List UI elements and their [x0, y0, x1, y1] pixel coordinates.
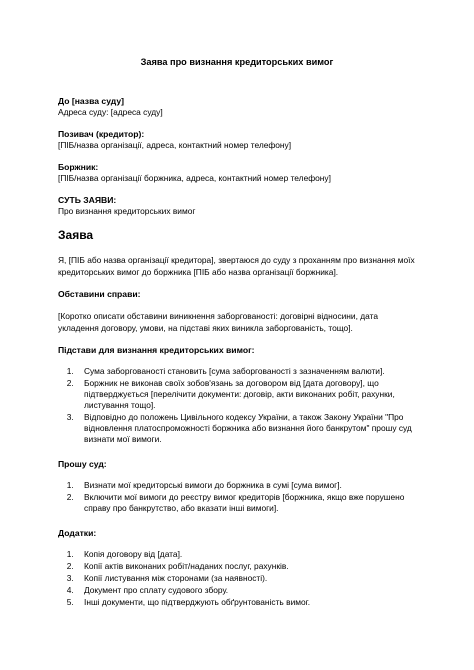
list-item: 1. Сума заборгованості становить [сума заборгованості з зазначенням валюти]. [76, 366, 416, 377]
list-item: 2. Копії актів виконаних робіт/наданих послуг, рахунків. [76, 561, 416, 572]
list-item: 1. Визнати мої кредиторські вимоги до боржника в сумі [сума вимог]. [76, 480, 416, 491]
attachments-heading: Додатки: [58, 528, 97, 538]
list-item: 4. Документ про сплату судового збору. [76, 585, 416, 596]
plaintiff-label: Позивач (кредитор): [58, 129, 145, 139]
court-address: Адреса суду: [адреса суду] [58, 107, 163, 117]
debtor-details: [ПІБ/назва організації боржника, адреса, контактний номер телефону] [58, 173, 331, 183]
plaintiff-block [58, 129, 416, 151]
list-item: 3. Відповідно до положень Цивільного кодексу України, а також Закону України "Про відновлення платоспроможності боржника або визнання його банкрутом" прошу суд визнати мої вимоги. [76, 412, 416, 445]
request-list [58, 480, 416, 514]
debtor-block [58, 162, 416, 184]
essence-text: Про визнання кредиторських вимог [58, 206, 196, 216]
request-heading: Прошу суд: [58, 459, 107, 469]
court-block [58, 96, 416, 118]
circumstances-text: [Коротко описати обставини виникнення заборгованості: договірні відносини, дата укладення договору, умови, на підставі яких виникла заборгованість, тощо]. [58, 311, 379, 333]
court-label: До [назва суду] [58, 96, 124, 106]
grounds-heading: Підстави для визнання кредиторських вимог: [58, 345, 255, 355]
list-item: 1. Копія договору від [дата]. [76, 549, 416, 560]
statement-text: Я, [ПІБ або назва організації кредитора], звертаюся до суду з проханням про визнання моїх кредиторських вимог до боржника [ПІБ або назва організації боржника]. [58, 255, 415, 277]
essence-block [58, 195, 416, 217]
list-item: 2. Включити мої вимоги до реєстру вимог кредиторів [боржника, якщо вже порушено справу про банкрутство, або вказати інші вимоги]. [76, 492, 416, 514]
debtor-label: Боржник: [58, 162, 99, 172]
essence-label: СУТЬ ЗАЯВИ: [58, 195, 117, 205]
circumstances-heading: Обставини справи: [58, 289, 141, 299]
list-item: 3. Копії листування між сторонами (за наявності). [76, 573, 416, 584]
statement-heading: Заява [58, 228, 94, 242]
attachments-list [58, 549, 416, 608]
list-item: 2. Боржник не виконав своїх зобов'язань за договором від [дата договору], що підтверджується [перелічити документи: договір, акти виконаних робіт, рахунки, листування тощо]. [76, 378, 416, 411]
grounds-list [58, 366, 416, 445]
list-item: 5. Інші документи, що підтверджують обґрунтованість вимог. [76, 597, 416, 608]
plaintiff-details: [ПІБ/назва організації, адреса, контактний номер телефону] [58, 140, 292, 150]
document-title: Заява про визнання кредиторських вимог [140, 57, 334, 67]
